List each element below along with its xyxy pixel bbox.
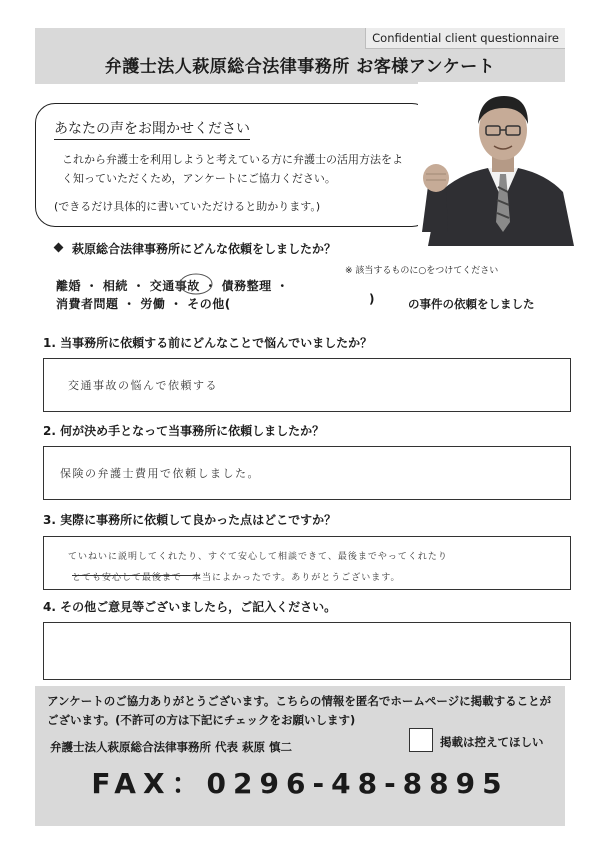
- question-2-label: 2. 何が決め手となって当事務所に依頼しましたか？: [43, 424, 325, 438]
- other-paren-close: ): [369, 292, 375, 306]
- intro-body: これから弁護士を利用しようと考えている方に弁護士の活用方法をよく知っていただくため，アンケートにご協力ください。: [62, 153, 403, 185]
- question-3-label: 3. 実際に事務所に依頼して良かった点はどこですか？: [43, 513, 337, 527]
- case-type-question: [55, 240, 336, 257]
- case-type-options-line2[interactable]: 消費者問題 ・ 労働 ・ その他(: [56, 297, 231, 311]
- answer-2-text: 保険の弁護士費用で依頼しました。: [60, 467, 260, 480]
- answer-1-box[interactable]: [43, 358, 571, 412]
- question-4-label: 4. その他ご意見等ございましたら，ご記入ください。: [43, 600, 337, 614]
- intro-heading: あなたの声をお聞かせください: [54, 118, 250, 140]
- case-type-options-line1[interactable]: 離婚 ・ 相続 ・ 交通事故 ・ 債務整理 ・: [56, 279, 289, 293]
- case-type-suffix: の事件の依頼をしました: [408, 297, 535, 311]
- case-type-question-text: 萩原総合法律事務所にどんな依頼をしましたか？: [72, 242, 337, 256]
- header-band: [35, 28, 565, 84]
- fax-number: FAX：0296-48-8895: [91, 767, 509, 800]
- page-title: 弁護士法人萩原総合法律事務所 お客様アンケート: [104, 57, 496, 77]
- strike-through: [72, 575, 200, 576]
- signature: 弁護士法人萩原総合法律事務所 代表 萩原 慎二: [50, 740, 293, 754]
- answer-3-line1: ていねいに説明してくれたり、すぐて安心して相談できて、最後までやってくれたり: [68, 552, 448, 562]
- question-1-label: 1. 当事務所に依頼する前にどんなことで悩んでいましたか？: [43, 336, 373, 350]
- answer-4-box[interactable]: [43, 622, 571, 680]
- answer-3-box[interactable]: [43, 536, 571, 590]
- no-publish-label: 掲載は控えてほしい: [440, 735, 544, 749]
- answer-2-box[interactable]: [43, 446, 571, 500]
- circled-mark: [178, 272, 214, 296]
- thanks-text: アンケートのご協力ありがとうございます。こちらの情報を匿名でホームページに掲載することがございます。(不許可の方は下記にチェックをお願いします): [47, 694, 552, 727]
- no-publish-checkbox[interactable]: [409, 728, 433, 752]
- confidential-tag: Confidential client questionnaire: [365, 28, 565, 49]
- answer-1-text: 交通事故の悩んで依頼する: [68, 379, 218, 392]
- intro-bubble: [35, 103, 432, 227]
- intro-note: (できるだけ具体的に書いていただけると助かります。): [54, 200, 321, 213]
- case-type-note: ※ 該当するものに○をつけてください: [345, 266, 499, 276]
- diamond-bullet-icon: [54, 243, 64, 253]
- footer-band: [35, 686, 565, 826]
- lawyer-photo: [418, 82, 578, 246]
- answer-3-line2: とても安心して最後まで 本当によかったです。ありがとうございます。: [72, 573, 401, 583]
